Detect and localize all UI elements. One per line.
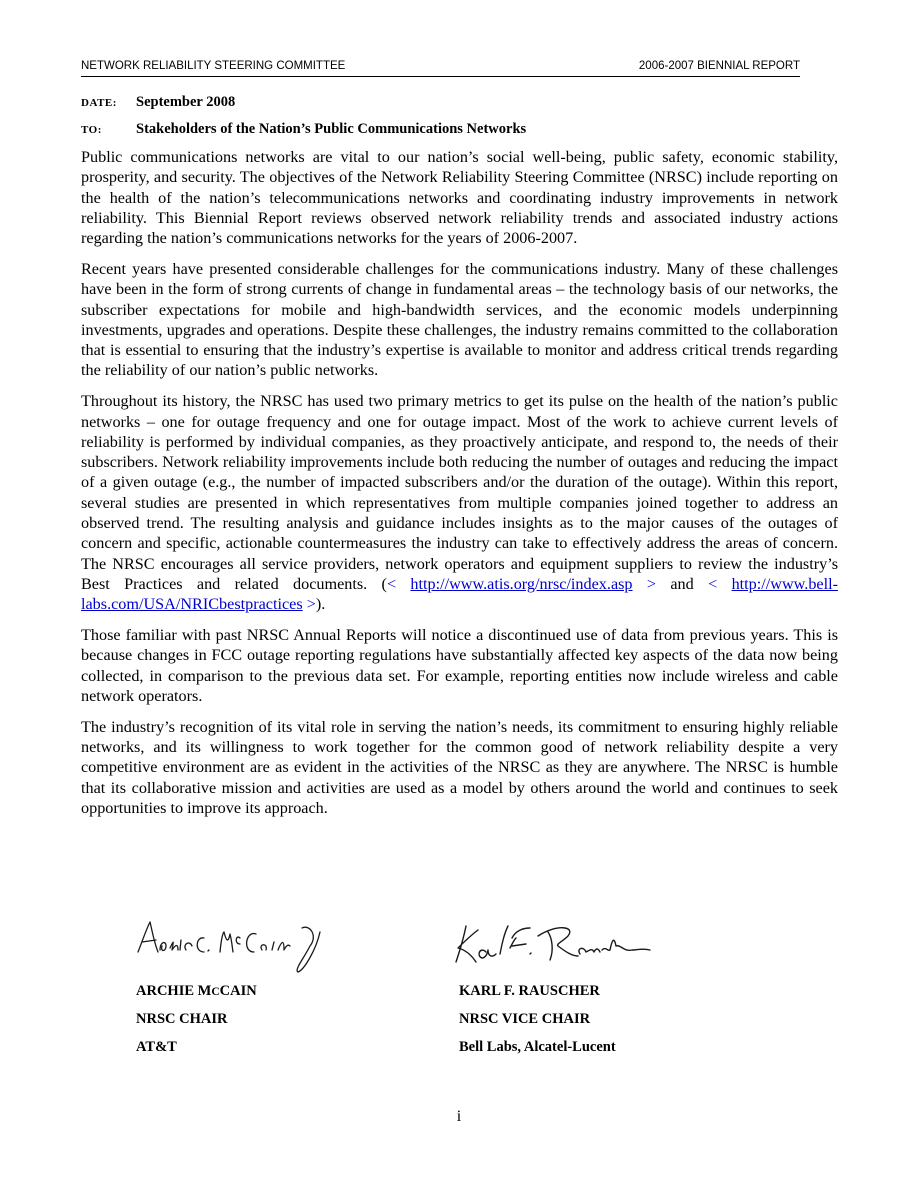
memo-date-line [81,94,235,111]
paragraph-3-end: ). [315,595,326,614]
memo-date-label: DATE: [81,97,117,109]
paragraph-4: Those familiar with past NRSC Annual Reports will notice a discontinued use of data from previous years. This is because changes in FCC outage reporting regulations have substantially affected key aspects of the data now being collected, in comparison to the previous data set. For example, reporting entities now include wireless and cable network operators. [81,626,838,705]
signatory-2-name: KARL F. RAUSCHER [459,983,600,999]
signature-karl-rauscher [446,916,656,974]
signatory-1-title: NRSC CHAIR [136,1011,228,1027]
memo-to-label: TO: [81,124,102,136]
link-1-close: > [632,574,657,593]
signatory-2-title: NRSC VICE CHAIR [459,1011,591,1027]
paragraph-3-and: and [656,574,709,593]
bell-labs-best-practices-link[interactable]: http://www.bell-labs.com/USA/NRICbestpractices [81,574,838,614]
header-report-title: 2006-2007 BIENNIAL REPORT [638,60,800,72]
signatory-1-org: AT&T [136,1039,177,1055]
paragraph-5: The industry’s recognition of its vital role in serving the nation’s needs, its commitment to ensuring highly reliable networks, and its willingness to work together for the common good of network reliability despite a very competitive environment are as evident in the activities of the NRSC as they are anywhere. The NRSC is humble that its collaborative mission and activities are used as a model by others around the world and continues to seek opportunities to improve its approach. [81,717,838,817]
link-2-close: > [302,595,316,614]
running-header [81,60,800,77]
paragraph-3-text: Throughout its history, the NRSC has used two primary metrics to get its pulse on the health of the nation’s public networks – one for outage frequency and one for outage impact. Most of the work to achieve current levels of reliability is performed by individual companies, as they proactively anticipate, and respond to, the needs of their subscribers. Network reliability improvements include both reducing the number of outages and reducing the impact of a given outage (e.g., the number of impacted subscribers and/or the duration of the outage). Within this report, several studies are presented in which representatives from multiple companies joined together to address an observed trend. The resulting analysis and guidance includes insights as to the major causes of the outages of concern and specific, actionable countermeasures the industry can take to effectively address the areas of concern. The NRSC encourages all service providers, network operators and equipment suppliers to review the industry’s Best Practices and related documents. ( [81,392,838,593]
letter-body [81,147,838,829]
signatory-1-name: ARCHIE MCCAIN [136,983,257,999]
link-1-open: < [386,574,411,593]
page-number: i [456,1108,462,1125]
paragraph-2: Recent years have presented considerable challenges for the communications industry. Many of these challenges have been in the form of strong currents of change in fundamental areas – the technology basis of our networks, the subscriber expectations for mobile and high-bandwidth services, and the economic models underpinning investments, upgrades and operations. Despite these challenges, the industry remains committed to the collaboration that is essential to ensuring that the industry’s expertise is available to monitor and address critical trends regarding the reliability of our nation’s public networks. [81,259,838,380]
signature-archie-mccain [134,916,334,974]
signatory-2-org: Bell Labs, Alcatel-Lucent [459,1039,616,1055]
paragraph-1: Public communications networks are vital to our nation’s social well-being, public safety, economic stability, prosperity, and security. The objectives of the Network Reliability Steering Committee (NRSC) include reporting on the health of the nation’s telecommunications networks and coordinating industry improvements in network reliability. This Biennial Report reviews observed network reliability trends and associated industry actions regarding the nation’s communications networks for the years of 2006-2007. [81,148,838,248]
memo-to-line [81,121,526,138]
memo-date-value: September 2008 [136,94,236,110]
header-committee-name: NETWORK RELIABILITY STEERING COMMITTEE [81,60,346,72]
link-2-open: < [708,574,732,593]
atis-nrsc-link[interactable]: http://www.atis.org/nrsc/index.asp [410,574,633,593]
paragraph-3 [81,391,838,614]
memo-to-value: Stakeholders of the Nation’s Public Communications Networks [136,121,527,137]
